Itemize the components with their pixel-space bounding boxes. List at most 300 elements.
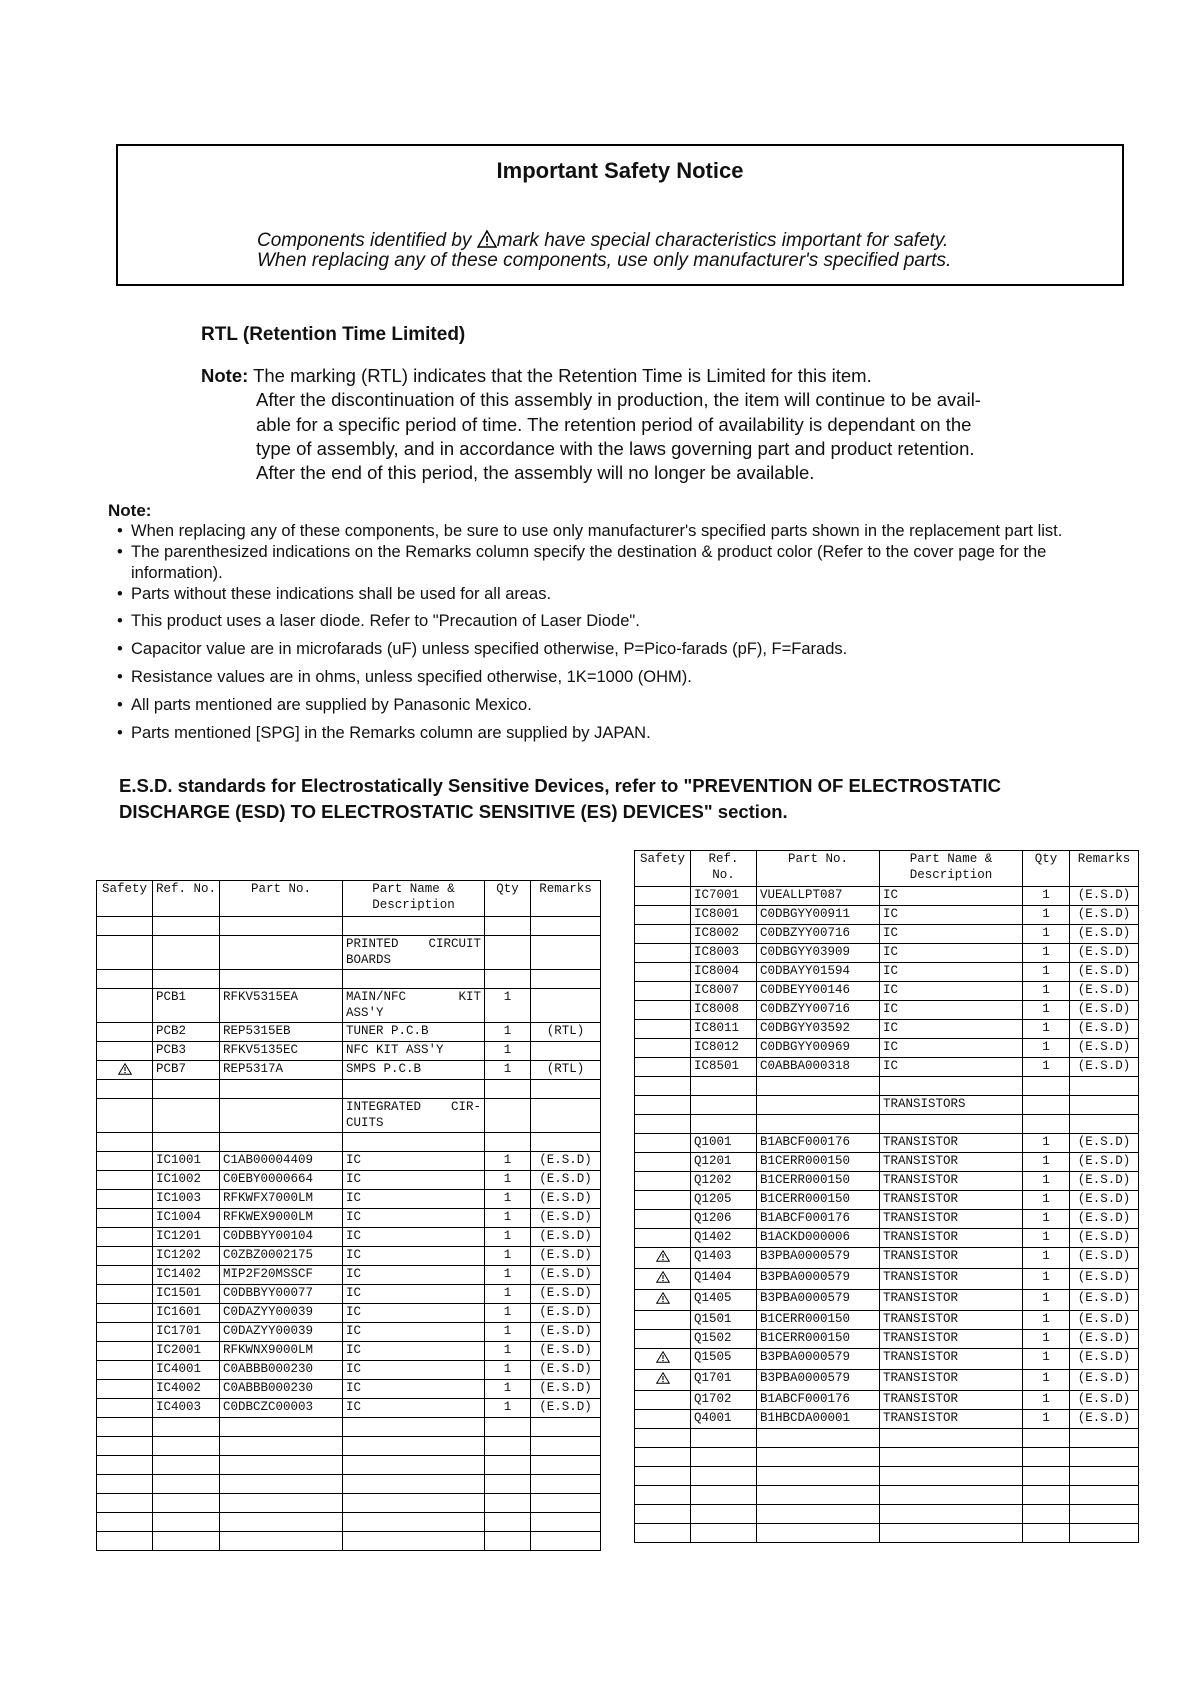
table-row [635,1448,1139,1467]
cell-remarks [531,1042,601,1061]
cell-remarks [531,1513,601,1532]
cell-qty [485,1080,531,1099]
table-row [97,1152,601,1171]
warning-triangle-icon [477,230,497,248]
rtl-note-label: Note: [201,365,249,386]
cell-remarks [531,1494,601,1513]
cell-safety [97,1456,153,1475]
cell-part-name: IC [343,1247,485,1266]
cell-remarks: (RTL) [531,1061,601,1080]
cell-safety [97,989,153,1023]
cell-remarks: (E.S.D) [1070,1210,1139,1229]
cell-remarks: (RTL) [531,1023,601,1042]
cell-qty: 1 [1023,1248,1070,1269]
table-row [635,1524,1139,1543]
cell-qty [1023,1448,1070,1467]
cell-qty: 1 [1023,982,1070,1001]
rtl-note-line: After the discontinuation of this assembly in production, the item will continue to be avail- [256,389,981,411]
cell-part-name: IC [343,1190,485,1209]
cell-qty: 1 [1023,1391,1070,1410]
cell-part-no [757,1524,880,1543]
cell-part-no [220,1418,343,1437]
cell-ref-no: IC2001 [153,1342,220,1361]
cell-ref-no [691,1524,757,1543]
cell-qty: 1 [1023,1370,1070,1391]
cell-ref-no: Q1702 [691,1391,757,1410]
warning-triangle-icon [638,1292,687,1304]
cell-remarks: (E.S.D) [1070,1172,1139,1191]
cell-part-no [220,1080,343,1099]
table-row [97,970,601,989]
cell-remarks [531,1456,601,1475]
cell-part-no [757,1429,880,1448]
cell-safety [97,1304,153,1323]
cell-qty: 1 [1023,1153,1070,1172]
table-row [97,1342,601,1361]
header-remarks: Remarks [1070,851,1139,887]
cell-part-name [880,1467,1023,1486]
cell-qty [1023,1505,1070,1524]
cell-part-name: INTEGRATED CIR- CUITS [343,1099,485,1133]
cell-part-no: REP5317A [220,1061,343,1080]
cell-part-name [343,1532,485,1551]
cell-qty [1023,1115,1070,1134]
cell-part-name: SMPS P.C.B [343,1061,485,1080]
cell-part-no [220,1456,343,1475]
cell-remarks [1070,1505,1139,1524]
cell-safety [635,1039,691,1058]
cell-part-name: TRANSISTOR [880,1330,1023,1349]
cell-part-name [343,1475,485,1494]
cell-ref-no [691,1096,757,1115]
cell-ref-no: IC7001 [691,887,757,906]
cell-safety [97,1152,153,1171]
cell-part-no: B3PBA0000579 [757,1349,880,1370]
cell-remarks: (E.S.D) [1070,1330,1139,1349]
cell-qty [485,1133,531,1152]
cell-qty: 1 [1023,1172,1070,1191]
cell-remarks [1070,1115,1139,1134]
cell-ref-no: Q1403 [691,1248,757,1269]
table-row [635,1191,1139,1210]
cell-part-no: MIP2F20MSSCF [220,1266,343,1285]
cell-part-name: IC [880,963,1023,982]
cell-part-name: IC [343,1380,485,1399]
table-header-row [635,851,1139,887]
cell-safety [97,1042,153,1061]
cell-part-name: MAIN/NFC KIT ASS'Y [343,989,485,1023]
cell-remarks: (E.S.D) [1070,1039,1139,1058]
cell-qty: 1 [485,1361,531,1380]
cell-remarks [1070,1486,1139,1505]
cell-ref-no: Q1206 [691,1210,757,1229]
cell-part-name [343,1456,485,1475]
cell-qty [485,1418,531,1437]
cell-remarks: (E.S.D) [531,1399,601,1418]
cell-ref-no: IC8011 [691,1020,757,1039]
warning-triangle-icon [638,1372,687,1384]
cell-ref-no: IC8003 [691,944,757,963]
cell-remarks [531,1532,601,1551]
cell-part-no [220,970,343,989]
cell-qty: 1 [485,1285,531,1304]
cell-part-no [220,1475,343,1494]
cell-part-no: C0DBCZC00003 [220,1399,343,1418]
table-row [635,1134,1139,1153]
cell-qty: 1 [1023,1269,1070,1290]
cell-part-name: TRANSISTOR [880,1349,1023,1370]
cell-qty: 1 [1023,906,1070,925]
cell-part-name: TRANSISTOR [880,1153,1023,1172]
cell-safety [635,1210,691,1229]
cell-ref-no: Q4001 [691,1410,757,1429]
cell-ref-no [153,1080,220,1099]
cell-qty: 1 [485,1380,531,1399]
cell-part-no: B1CERR000150 [757,1311,880,1330]
cell-part-no: C0DBBYY00077 [220,1285,343,1304]
header-remarks: Remarks [531,881,601,917]
header-ref-no: Ref. No. [691,851,757,887]
cell-remarks: (E.S.D) [1070,982,1139,1001]
table-row [97,936,601,970]
cell-qty: 1 [1023,1058,1070,1077]
table-row [635,1115,1139,1134]
cell-remarks: (E.S.D) [531,1342,601,1361]
cell-part-name: IC [343,1361,485,1380]
cell-part-no: B3PBA0000579 [757,1269,880,1290]
header-part-no: Part No. [220,881,343,917]
cell-remarks [1070,1429,1139,1448]
cell-remarks: (E.S.D) [1070,1290,1139,1311]
cell-qty: 1 [485,1304,531,1323]
cell-safety [97,1323,153,1342]
table-row [635,1410,1139,1429]
cell-ref-no: IC1001 [153,1152,220,1171]
cell-safety [635,1410,691,1429]
cell-safety [635,1001,691,1020]
cell-part-name [880,1077,1023,1096]
cell-remarks [1070,1467,1139,1486]
cell-safety [635,1330,691,1349]
cell-qty [485,1099,531,1133]
table-row [97,1456,601,1475]
header-part-name: Part Name & Description [880,851,1023,887]
cell-remarks [531,1418,601,1437]
note-bullet: • All parts mentioned are supplied by Panasonic Mexico. [115,695,1135,716]
cell-qty [485,1475,531,1494]
cell-remarks: (E.S.D) [531,1152,601,1171]
cell-ref-no [691,1429,757,1448]
cell-part-name [880,1115,1023,1134]
cell-remarks: (E.S.D) [1070,1248,1139,1269]
cell-safety [97,1532,153,1551]
table-row [635,1391,1139,1410]
cell-ref-no: IC1002 [153,1171,220,1190]
cell-remarks: (E.S.D) [531,1285,601,1304]
cell-part-no: RFKV5315EA [220,989,343,1023]
table-row [97,1399,601,1418]
table-row [635,887,1139,906]
cell-safety [635,1153,691,1172]
table-row [635,1269,1139,1290]
cell-part-name [880,1524,1023,1543]
cell-qty: 1 [1023,1001,1070,1020]
table-row [97,1380,601,1399]
cell-safety [97,1190,153,1209]
cell-part-name: IC [880,925,1023,944]
cell-ref-no [691,1448,757,1467]
cell-part-no [757,1486,880,1505]
cell-remarks: (E.S.D) [1070,1370,1139,1391]
table-row [635,906,1139,925]
cell-qty [485,970,531,989]
cell-part-name: IC [880,1001,1023,1020]
cell-qty [485,917,531,936]
note-bullet: • Parts mentioned [SPG] in the Remarks column are supplied by JAPAN. [115,723,1135,744]
cell-remarks [531,989,601,1023]
table-row [97,1023,601,1042]
cell-safety [635,1020,691,1039]
cell-remarks: (E.S.D) [531,1171,601,1190]
cell-ref-no: Q1001 [691,1134,757,1153]
table-row [97,1133,601,1152]
cell-safety [635,1058,691,1077]
cell-qty [1023,1524,1070,1543]
cell-part-name: IC [343,1342,485,1361]
cell-qty: 1 [485,1247,531,1266]
table-row [97,1494,601,1513]
cell-part-name: TRANSISTOR [880,1229,1023,1248]
cell-part-no: B1ABCF000176 [757,1210,880,1229]
cell-part-no: RFKWNX9000LM [220,1342,343,1361]
cell-ref-no [153,1418,220,1437]
cell-part-no: C0DBGYY00969 [757,1039,880,1058]
cell-safety [635,1524,691,1543]
table-row [97,1247,601,1266]
rtl-note-line: After the end of this period, the assembly will no longer be available. [256,462,815,484]
cell-ref-no: IC1003 [153,1190,220,1209]
cell-remarks: (E.S.D) [1070,1134,1139,1153]
safety-notice-text [257,230,951,271]
cell-part-name [343,1418,485,1437]
cell-remarks: (E.S.D) [1070,1001,1139,1020]
header-safety: Safety [635,851,691,887]
cell-part-no: B1CERR000150 [757,1172,880,1191]
cell-qty: 1 [1023,1410,1070,1429]
table-row [97,1080,601,1099]
cell-safety [97,1209,153,1228]
cell-part-no: B3PBA0000579 [757,1290,880,1311]
cell-part-no: B1ABCF000176 [757,1134,880,1153]
cell-safety [635,1467,691,1486]
cell-ref-no: IC4002 [153,1380,220,1399]
parts-table-right-body [635,887,1139,1543]
cell-qty: 1 [1023,1349,1070,1370]
cell-ref-no: IC1402 [153,1266,220,1285]
cell-safety [97,1361,153,1380]
cell-qty: 1 [485,1266,531,1285]
cell-part-name: IC [880,1039,1023,1058]
parts-table-right [634,850,1139,1543]
rtl-note-line: The marking (RTL) indicates that the Retention Time is Limited for this item. [253,365,872,386]
cell-part-no: VUEALLPT087 [757,887,880,906]
cell-qty: 1 [1023,1191,1070,1210]
cell-qty: 1 [1023,1020,1070,1039]
cell-part-name: TRANSISTOR [880,1210,1023,1229]
cell-remarks: (E.S.D) [531,1228,601,1247]
cell-qty: 1 [1023,1134,1070,1153]
cell-remarks [531,1475,601,1494]
cell-part-name [343,1513,485,1532]
cell-part-name: IC [880,906,1023,925]
cell-part-no: B1CERR000150 [757,1153,880,1172]
cell-remarks: (E.S.D) [1070,1269,1139,1290]
cell-safety [635,1429,691,1448]
table-row [635,1330,1139,1349]
table-row [97,1418,601,1437]
cell-ref-no: Q1205 [691,1191,757,1210]
cell-qty: 1 [1023,963,1070,982]
table-row [97,1190,601,1209]
cell-part-no: C0DBAYY01594 [757,963,880,982]
cell-ref-no: IC8501 [691,1058,757,1077]
cell-qty: 1 [1023,1290,1070,1311]
cell-part-no: B1ACKD000006 [757,1229,880,1248]
cell-qty: 1 [1023,1039,1070,1058]
cell-ref-no: IC1701 [153,1323,220,1342]
table-row [635,1248,1139,1269]
cell-part-name: IC [343,1304,485,1323]
cell-qty [485,1456,531,1475]
cell-part-no: C0ZBZ0002175 [220,1247,343,1266]
cell-remarks: (E.S.D) [1070,1311,1139,1330]
cell-part-no [220,1099,343,1133]
cell-qty: 1 [485,1228,531,1247]
cell-part-name: TRANSISTOR [880,1134,1023,1153]
table-row [97,1304,601,1323]
cell-ref-no: Q1404 [691,1269,757,1290]
table-row [635,1290,1139,1311]
cell-ref-no [153,936,220,970]
cell-safety [635,1505,691,1524]
cell-remarks: (E.S.D) [1070,925,1139,944]
cell-safety [635,925,691,944]
cell-ref-no: IC1601 [153,1304,220,1323]
cell-part-no [220,1133,343,1152]
cell-remarks: (E.S.D) [531,1247,601,1266]
table-row [97,989,601,1023]
notes-heading: Note: [108,501,152,520]
table-row [635,1077,1139,1096]
cell-part-no [220,1513,343,1532]
cell-safety [635,963,691,982]
cell-remarks [1070,1524,1139,1543]
cell-ref-no: PCB2 [153,1023,220,1042]
cell-ref-no: IC1202 [153,1247,220,1266]
cell-ref-no: IC1501 [153,1285,220,1304]
cell-part-no [757,1448,880,1467]
cell-qty: 1 [1023,1210,1070,1229]
cell-qty: 1 [485,1399,531,1418]
cell-ref-no: IC4001 [153,1361,220,1380]
cell-ref-no: PCB3 [153,1042,220,1061]
cell-remarks: (E.S.D) [531,1323,601,1342]
cell-part-name: IC [343,1399,485,1418]
cell-remarks: (E.S.D) [1070,1153,1139,1172]
cell-part-no: RFKWEX9000LM [220,1209,343,1228]
cell-ref-no: IC8012 [691,1039,757,1058]
cell-safety [635,1229,691,1248]
table-row [97,1061,601,1080]
table-row [97,1437,601,1456]
cell-qty: 1 [1023,1311,1070,1330]
cell-part-no: RFKV5135EC [220,1042,343,1061]
header-qty: Qty [485,881,531,917]
table-row [635,982,1139,1001]
table-row [635,1505,1139,1524]
cell-remarks: (E.S.D) [1070,1058,1139,1077]
cell-ref-no [153,1475,220,1494]
cell-safety [635,1290,691,1311]
table-row [635,1096,1139,1115]
cell-qty [1023,1096,1070,1115]
safety-notice-title: Important Safety Notice [496,158,744,183]
cell-safety [97,1513,153,1532]
cell-qty: 1 [485,1190,531,1209]
cell-remarks [531,970,601,989]
cell-part-name: TRANSISTOR [880,1311,1023,1330]
cell-part-name: IC [343,1285,485,1304]
cell-qty: 1 [485,1342,531,1361]
notes-list [115,521,1135,744]
cell-part-no: C0DBZYY00716 [757,925,880,944]
cell-part-name: IC [343,1152,485,1171]
cell-qty: 1 [485,1061,531,1080]
cell-qty [485,1437,531,1456]
cell-part-no: B1ABCF000176 [757,1391,880,1410]
cell-part-name: IC [343,1171,485,1190]
cell-part-name: IC [880,887,1023,906]
cell-part-name [343,1494,485,1513]
cell-ref-no: IC1004 [153,1209,220,1228]
cell-safety [97,1475,153,1494]
cell-part-name: IC [343,1228,485,1247]
rtl-note [201,364,1081,485]
cell-safety [635,1391,691,1410]
table-row [635,1429,1139,1448]
cell-part-name [343,1080,485,1099]
table-row [635,1229,1139,1248]
cell-ref-no: IC4003 [153,1399,220,1418]
cell-safety [635,1134,691,1153]
cell-part-name: IC [343,1266,485,1285]
cell-remarks [531,917,601,936]
rtl-title: RTL (Retention Time Limited) [201,324,466,345]
cell-part-name: IC [880,944,1023,963]
cell-part-no: REP5315EB [220,1023,343,1042]
cell-safety [635,906,691,925]
cell-part-name: PRINTED CIRCUIT BOARDS [343,936,485,970]
cell-part-name: IC [880,1020,1023,1039]
esd-notice: E.S.D. standards for Electrostatically Sensitive Devices, refer to "PREVENTION OF ELECTROSTATIC DISCHARGE (ESD) TO ELECTROSTATIC SENSITIVE (ES) DEVICES" section. [119,775,1001,822]
cell-part-name [880,1448,1023,1467]
note-bullet: • When replacing any of these components, be sure to use only manufacturer's specified parts shown in the replacement part list. [115,521,1135,542]
table-row [97,1266,601,1285]
cell-qty [1023,1429,1070,1448]
cell-safety [635,887,691,906]
cell-part-name [343,917,485,936]
cell-remarks [1070,1448,1139,1467]
